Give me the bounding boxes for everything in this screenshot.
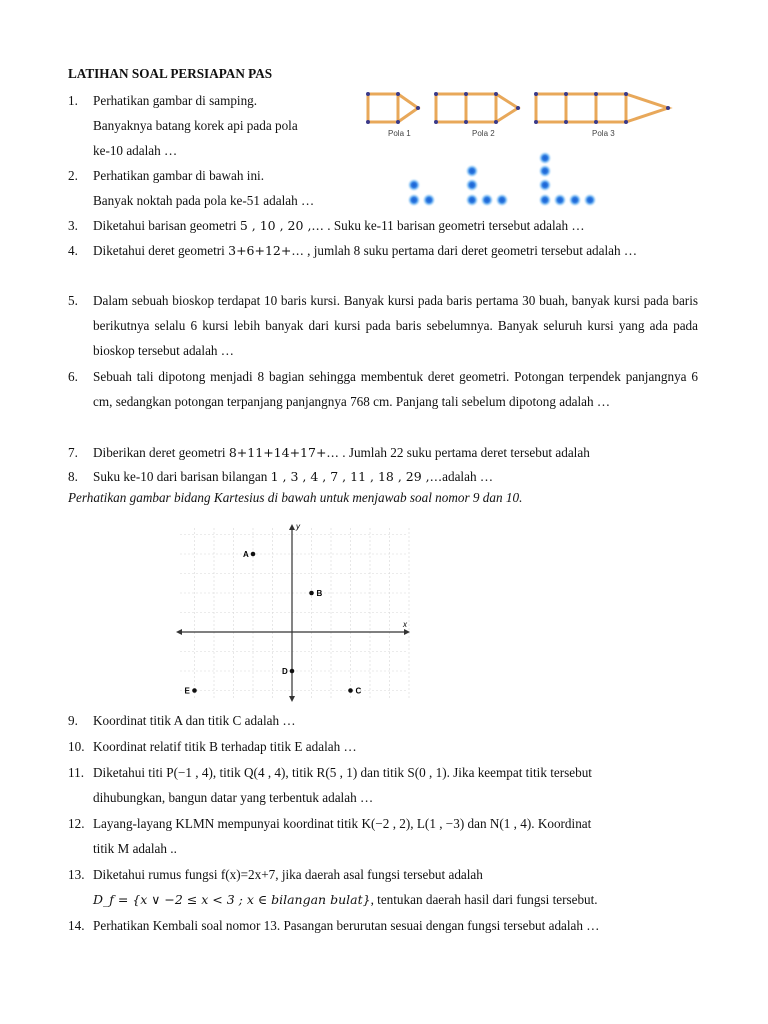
question-text: Diketahui barisan geometri bbox=[93, 218, 240, 233]
math-expression: 3+6+12+… bbox=[228, 243, 304, 258]
question-4 bbox=[68, 238, 698, 263]
question-text: . Suku ke-11 barisan geometri tersebut adalah … bbox=[323, 218, 585, 233]
question-line: Diketahui titi P(−1 , 4), titik Q(4 , 4), titik R(5 , 1) dan titik S(0 , 1). Jika keempat titik tersebut bbox=[93, 765, 592, 780]
math-expression: 5 , 10 , 20 ,… bbox=[239, 218, 324, 233]
question-number: 8. bbox=[68, 469, 78, 484]
question-number: 1. bbox=[68, 93, 78, 108]
point-label: D bbox=[282, 667, 288, 676]
question-number: 3. bbox=[68, 218, 78, 233]
question-text: , jumlah 8 suku pertama dari deret geometri tersebut adalah … bbox=[303, 243, 638, 258]
pattern-label: Pola 1 bbox=[388, 129, 411, 138]
question-12 bbox=[68, 811, 698, 861]
question-number: 4. bbox=[68, 243, 78, 258]
point-e bbox=[192, 688, 197, 693]
question-text: Koordinat titik A dan titik C adalah … bbox=[93, 713, 296, 728]
question-line: ke-10 adalah … bbox=[93, 143, 178, 158]
question-text: Sebuah tali dipotong menjadi 8 bagian sehingga membentuk deret geometri. Potongan terpendek panjangnya 6 cm, sedangkan potongan terpanjang panjangnya 768 cm. Panjang tali sebelum dipotong adalah … bbox=[93, 369, 698, 409]
question-text: , tentukan daerah hasil dari fungsi tersebut. bbox=[370, 892, 598, 907]
point-c bbox=[348, 688, 353, 693]
question-number: 5. bbox=[68, 293, 78, 308]
pattern-label: Pola 3 bbox=[592, 129, 615, 138]
question-text: Koordinat relatif titik B terhadap titik E adalah … bbox=[93, 739, 357, 754]
question-text: adalah … bbox=[442, 469, 494, 484]
question-2 bbox=[68, 163, 368, 213]
question-text: Diberikan deret geometri bbox=[93, 445, 229, 460]
question-6 bbox=[68, 364, 698, 414]
question-line: Perhatikan gambar di samping. bbox=[93, 93, 258, 108]
question-line: dihubungkan, bangun datar yang terbentuk adalah … bbox=[93, 790, 374, 805]
y-axis-label: y bbox=[296, 522, 300, 531]
point-label: B bbox=[316, 589, 323, 598]
cartesian-plane bbox=[174, 520, 414, 705]
question-number: 9. bbox=[68, 713, 78, 728]
question-line: Diketahui rumus fungsi f(x)=2x+7, jika daerah asal fungsi tersebut adalah bbox=[93, 867, 483, 882]
question-text: Diketahui deret geometri bbox=[93, 243, 229, 258]
question-8 bbox=[68, 464, 698, 489]
question-line: titik M adalah .. bbox=[93, 841, 177, 856]
question-text: . Jumlah 22 suku pertama deret tersebut adalah bbox=[338, 445, 590, 460]
question-line: Banyaknya batang korek api pada pola bbox=[93, 118, 298, 133]
page-title: LATIHAN SOAL PERSIAPAN PAS bbox=[68, 66, 273, 81]
question-7 bbox=[68, 440, 698, 465]
question-14 bbox=[68, 913, 698, 938]
question-number: 2. bbox=[68, 168, 78, 183]
question-9 bbox=[68, 708, 698, 733]
point-a bbox=[251, 552, 256, 557]
question-text: Dalam sebuah bioskop terdapat 10 baris kursi. Banyak kursi pada baris pertama 30 buah, banyak kursi pada baris berikutnya selalu 6 kursi lebih banyak dari kursi pada baris sebelumnya. Banyak seluruh kursi yang ada pada bioskop tersebut adalah … bbox=[93, 293, 698, 358]
point-label: C bbox=[355, 686, 362, 696]
question-number: 11. bbox=[68, 765, 84, 780]
question-number: 14. bbox=[68, 918, 85, 933]
instruction-text: Perhatikan gambar bidang Kartesius di bawah untuk menjawab soal nomor 9 dan 10. bbox=[68, 490, 523, 505]
pattern-label: Pola 2 bbox=[472, 129, 495, 138]
point-label: E bbox=[184, 686, 190, 696]
question-line: Perhatikan gambar di bawah ini. bbox=[93, 168, 265, 183]
question-number: 7. bbox=[68, 445, 78, 460]
x-axis-label: x bbox=[403, 620, 407, 629]
math-expression: D_f = {x ∨ −2 ≤ x < 3 ; x ∈ bilangan bulat} bbox=[93, 892, 371, 907]
question-number: 13. bbox=[68, 867, 85, 882]
question-13 bbox=[68, 862, 698, 912]
math-expression: 1 , 3 , 4 , 7 , 11 , 18 , 29 ,… bbox=[270, 469, 443, 484]
dot-pattern-figure bbox=[400, 150, 610, 210]
question-5 bbox=[68, 288, 698, 363]
point-d bbox=[290, 669, 295, 674]
question-11 bbox=[68, 760, 698, 810]
question-number: 10. bbox=[68, 739, 85, 754]
question-text: Suku ke-10 dari barisan bilangan bbox=[93, 469, 271, 484]
question-number: 12. bbox=[68, 816, 85, 831]
question-line: Layang-layang KLMN mempunyai koordinat titik K(−2 , 2), L(1 , −3) dan N(1 , 4). Koordinat bbox=[93, 816, 592, 831]
question-text: Perhatikan Kembali soal nomor 13. Pasangan berurutan sesuai dengan fungsi tersebut adalah … bbox=[93, 918, 600, 933]
point-b bbox=[309, 591, 314, 596]
math-expression: 8+11+14+17+… bbox=[228, 445, 339, 460]
question-10 bbox=[68, 734, 698, 759]
point-label: A bbox=[243, 550, 249, 559]
matchstick-pattern-figure bbox=[360, 86, 680, 142]
question-1 bbox=[68, 88, 358, 163]
question-3 bbox=[68, 213, 698, 238]
question-line: Banyak noktah pada pola ke-51 adalah … bbox=[93, 193, 315, 208]
question-number: 6. bbox=[68, 369, 78, 384]
